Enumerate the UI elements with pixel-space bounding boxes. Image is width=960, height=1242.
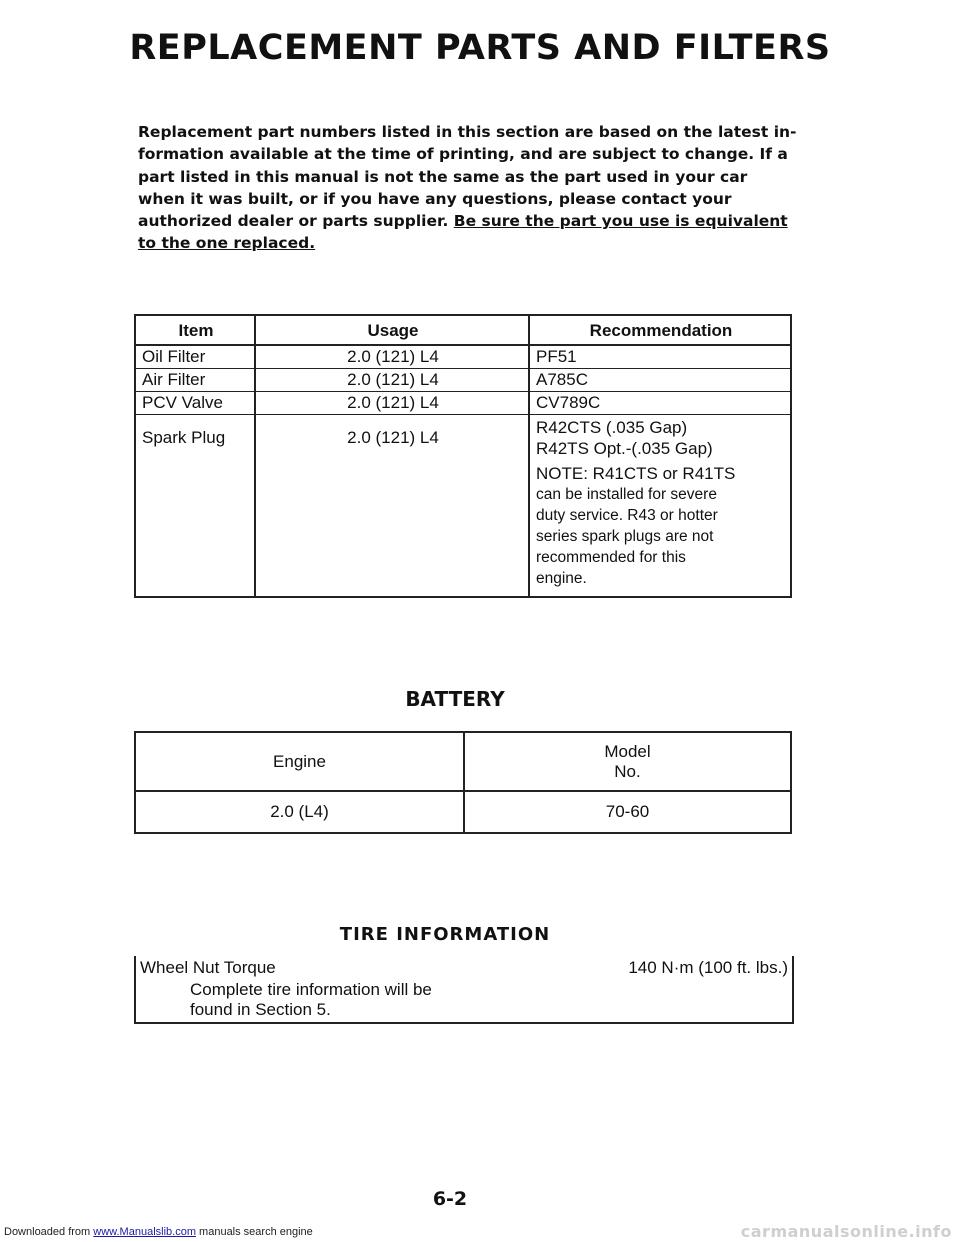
- item-cell: Air Filter: [135, 368, 255, 391]
- wheel-nut-torque-label: Wheel Nut Torque: [140, 958, 276, 977]
- page-title: REPLACEMENT PARTS AND FILTERS: [129, 28, 831, 68]
- usage-cell: 2.0 (121) L4: [255, 368, 529, 391]
- column-header-engine: Engine: [135, 732, 464, 791]
- usage-cell: 2.0 (121) L4: [255, 414, 529, 597]
- item-cell: Spark Plug: [135, 414, 255, 597]
- tire-info-box: [134, 956, 794, 1024]
- parts-table: [134, 314, 792, 598]
- note-line: duty service. R43 or hotter: [536, 506, 718, 524]
- note-line: recommended for this: [536, 548, 686, 566]
- usage-cell: 2.0 (121) L4: [255, 345, 529, 368]
- table-row: [135, 791, 791, 833]
- recommendation-cell: CV789C: [529, 391, 791, 414]
- footer-prefix: Downloaded from: [4, 1226, 91, 1238]
- model-header-line1: Model: [604, 741, 651, 761]
- note-line: NOTE: R41CTS or R41TS: [536, 463, 736, 483]
- item-cell: PCV Valve: [135, 391, 255, 414]
- engine-cell: 2.0 (L4): [135, 791, 464, 833]
- manualslib-link[interactable]: www.Manualslib.com: [93, 1226, 196, 1238]
- usage-cell: 2.0 (121) L4: [255, 391, 529, 414]
- recommendation-cell: A785C: [529, 368, 791, 391]
- column-header-item: Item: [135, 315, 255, 345]
- download-footer: [4, 1226, 313, 1238]
- tire-note-line1: Complete tire information will be: [190, 980, 432, 999]
- wheel-nut-torque-value: 140 N·m (100 ft. lbs.): [628, 958, 788, 977]
- spark-plug-note: [536, 463, 786, 589]
- battery-header-row: [135, 732, 791, 791]
- spark-plug-rec-line2: R42TS Opt.-(.035 Gap): [536, 438, 713, 458]
- intro-paragraph: [138, 121, 798, 255]
- table-row: [135, 368, 791, 391]
- table-row: [135, 345, 791, 368]
- tire-section-title: TIRE INFORMATION: [339, 924, 551, 945]
- model-header-line2: No.: [614, 761, 641, 781]
- watermark-text: carmanualsonline.info: [740, 1222, 952, 1241]
- battery-section-title: BATTERY: [405, 687, 505, 711]
- column-header-usage: Usage: [255, 315, 529, 345]
- page-number: 6-2: [432, 1188, 468, 1210]
- item-cell: Oil Filter: [135, 345, 255, 368]
- model-cell: 70-60: [464, 791, 791, 833]
- column-header-model-no: [464, 732, 791, 791]
- tire-note-line2: found in Section 5.: [190, 1000, 331, 1019]
- note-line: series spark plugs are not: [536, 527, 714, 545]
- intro-underlined-text: Be sure the part you use is equivalent to the one replaced.: [138, 212, 788, 253]
- table-row: [135, 414, 791, 597]
- note-line: can be installed for severe: [536, 485, 717, 503]
- spark-plug-rec-line1: R42CTS (.035 Gap): [536, 417, 688, 437]
- battery-table: [134, 731, 792, 834]
- note-line: engine.: [536, 569, 587, 587]
- footer-suffix: manuals search engine: [199, 1226, 313, 1238]
- table-row: [135, 391, 791, 414]
- intro-text: Replacement part numbers listed in this section are based on the latest in- formation available at the time of printing, and are subject to change. If a part listed in this manual is not the same as the part used in your car when it was built, or if you have any questions, please contact your authorized dealer or parts supplier.: [138, 123, 797, 231]
- recommendation-cell: [529, 414, 791, 597]
- column-header-recommendation: Recommendation: [529, 315, 791, 345]
- parts-table-header-row: [135, 315, 791, 345]
- recommendation-cell: PF51: [529, 345, 791, 368]
